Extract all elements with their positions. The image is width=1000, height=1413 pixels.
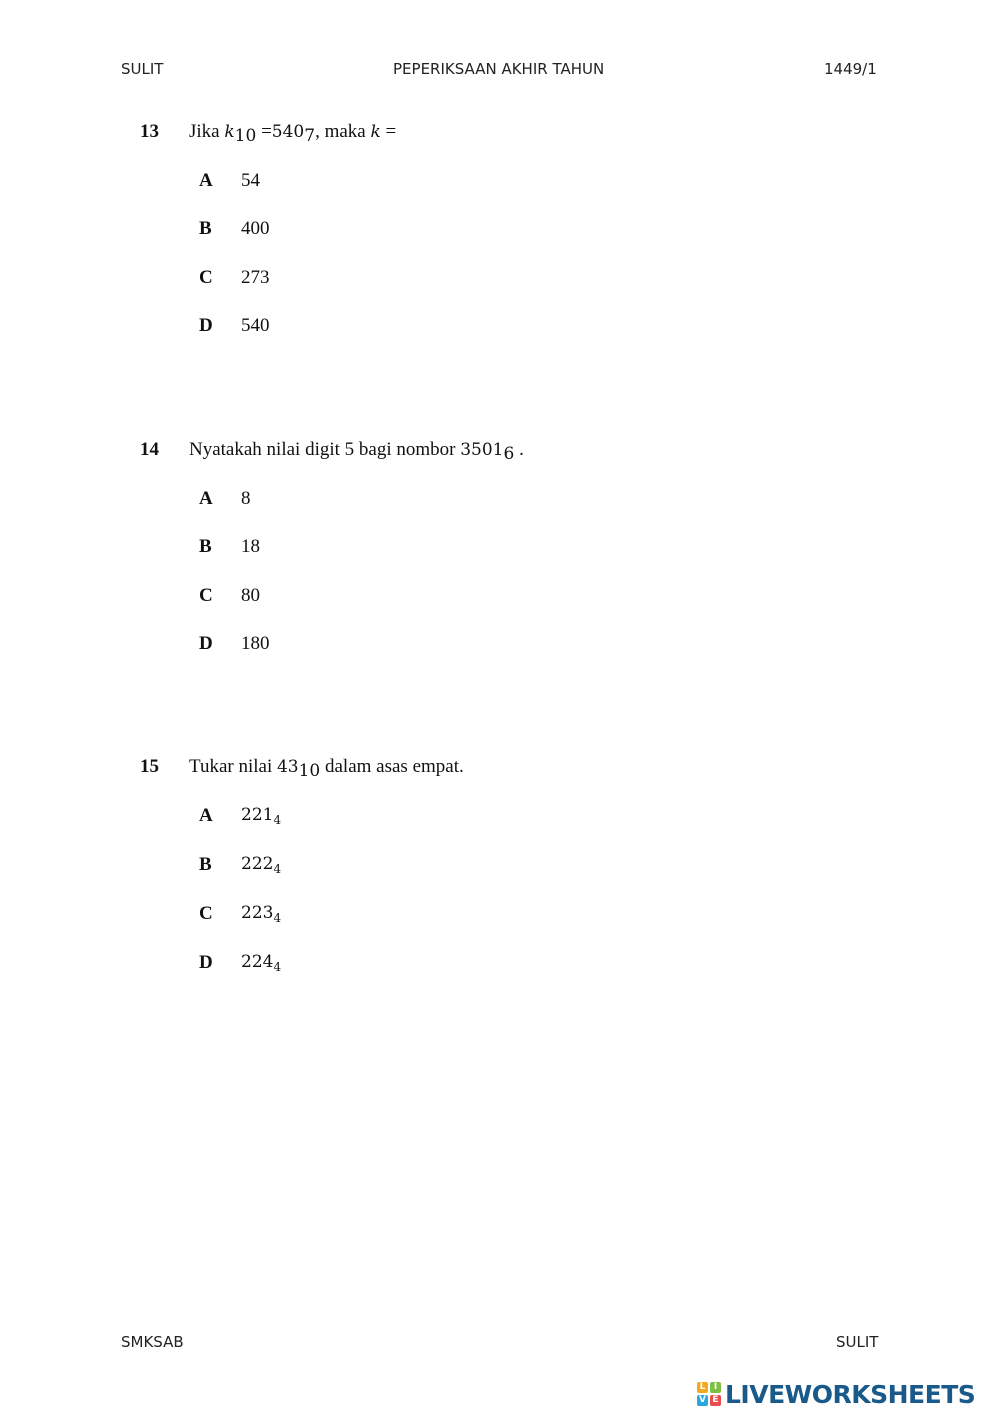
question-number: 14 bbox=[140, 439, 159, 460]
option-letter: B bbox=[199, 854, 212, 875]
logo-mark-letter: I bbox=[710, 1382, 721, 1393]
option-value bbox=[241, 903, 281, 923]
option-number: 224 bbox=[241, 952, 274, 972]
option-a[interactable] bbox=[0, 488, 600, 518]
option-letter: C bbox=[199, 903, 213, 924]
question-text-part: dalam asas empat. bbox=[320, 756, 464, 777]
option-letter: D bbox=[199, 315, 213, 336]
math-number: 540 bbox=[271, 122, 305, 142]
option-letter: C bbox=[199, 267, 213, 288]
logo-text: LIVEWORKSHEETS bbox=[725, 1379, 976, 1409]
option-value bbox=[241, 805, 281, 825]
option-letter: A bbox=[199, 805, 213, 826]
math-subscript: 6 bbox=[503, 444, 515, 464]
math-subscript: 10 bbox=[298, 761, 321, 781]
footer-school-code: SMKSAB bbox=[121, 1333, 184, 1351]
option-letter: A bbox=[199, 170, 213, 191]
question-number: 13 bbox=[140, 121, 159, 142]
option-letter: B bbox=[199, 536, 212, 557]
question-text-part: = bbox=[256, 121, 272, 142]
math-variable: k bbox=[224, 122, 235, 142]
option-number: 223 bbox=[241, 903, 274, 923]
option-value bbox=[241, 952, 281, 972]
logo-mark-letter: V bbox=[697, 1395, 708, 1406]
logo-mark-letter: E bbox=[710, 1395, 721, 1406]
logo-mark-letter: L bbox=[697, 1382, 708, 1393]
option-b[interactable] bbox=[0, 536, 600, 566]
question-text bbox=[189, 121, 397, 146]
question-text-part: Jika bbox=[189, 121, 225, 142]
question-text-part: = bbox=[380, 121, 397, 142]
option-number: 222 bbox=[241, 854, 274, 874]
option-a[interactable] bbox=[0, 170, 600, 200]
option-letter: D bbox=[199, 952, 213, 973]
option-number: 221 bbox=[241, 805, 274, 825]
option-value: 80 bbox=[241, 585, 260, 606]
option-value: 54 bbox=[241, 170, 260, 191]
option-value: 18 bbox=[241, 536, 260, 557]
option-value: 540 bbox=[241, 315, 270, 336]
option-d[interactable] bbox=[0, 315, 600, 345]
option-value bbox=[241, 854, 281, 874]
math-number: 3501 bbox=[460, 440, 504, 460]
math-number: 43 bbox=[276, 757, 299, 777]
math-variable: k bbox=[370, 122, 381, 142]
option-base-subscript: 4 bbox=[273, 862, 282, 876]
option-d[interactable] bbox=[0, 952, 600, 982]
option-d[interactable] bbox=[0, 633, 600, 663]
option-c[interactable] bbox=[0, 267, 600, 297]
option-c[interactable] bbox=[0, 585, 600, 615]
option-b[interactable] bbox=[0, 218, 600, 248]
option-value: 273 bbox=[241, 267, 270, 288]
header-left-label: SULIT bbox=[121, 60, 164, 78]
header-paper-code: 1449/1 bbox=[824, 60, 877, 78]
option-letter: B bbox=[199, 218, 212, 239]
option-c[interactable] bbox=[0, 903, 600, 933]
option-base-subscript: 4 bbox=[273, 813, 282, 827]
option-b[interactable] bbox=[0, 854, 600, 884]
liveworksheets-logo bbox=[697, 1378, 975, 1410]
question-text-part: Tukar nilai bbox=[189, 756, 277, 777]
logo-mark-icon bbox=[697, 1382, 721, 1406]
option-base-subscript: 4 bbox=[273, 911, 282, 925]
question-text-part: Nyatakah nilai digit 5 bagi nombor bbox=[189, 439, 461, 460]
option-value: 400 bbox=[241, 218, 270, 239]
header-title: PEPERIKSAAN AKHIR TAHUN bbox=[393, 60, 605, 78]
option-letter: C bbox=[199, 585, 213, 606]
option-base-subscript: 4 bbox=[273, 960, 282, 974]
option-letter: A bbox=[199, 488, 213, 509]
question-text bbox=[189, 439, 524, 464]
option-a[interactable] bbox=[0, 805, 600, 835]
question-text bbox=[189, 756, 464, 781]
option-value: 180 bbox=[241, 633, 270, 654]
footer-right-label: SULIT bbox=[836, 1333, 879, 1351]
math-subscript: 7 bbox=[304, 126, 316, 146]
question-text-part: , maka bbox=[315, 121, 371, 142]
option-letter: D bbox=[199, 633, 213, 654]
question-number: 15 bbox=[140, 756, 159, 777]
option-value: 8 bbox=[241, 488, 251, 509]
question-text-part: . bbox=[514, 439, 524, 460]
math-subscript: 10 bbox=[234, 126, 257, 146]
